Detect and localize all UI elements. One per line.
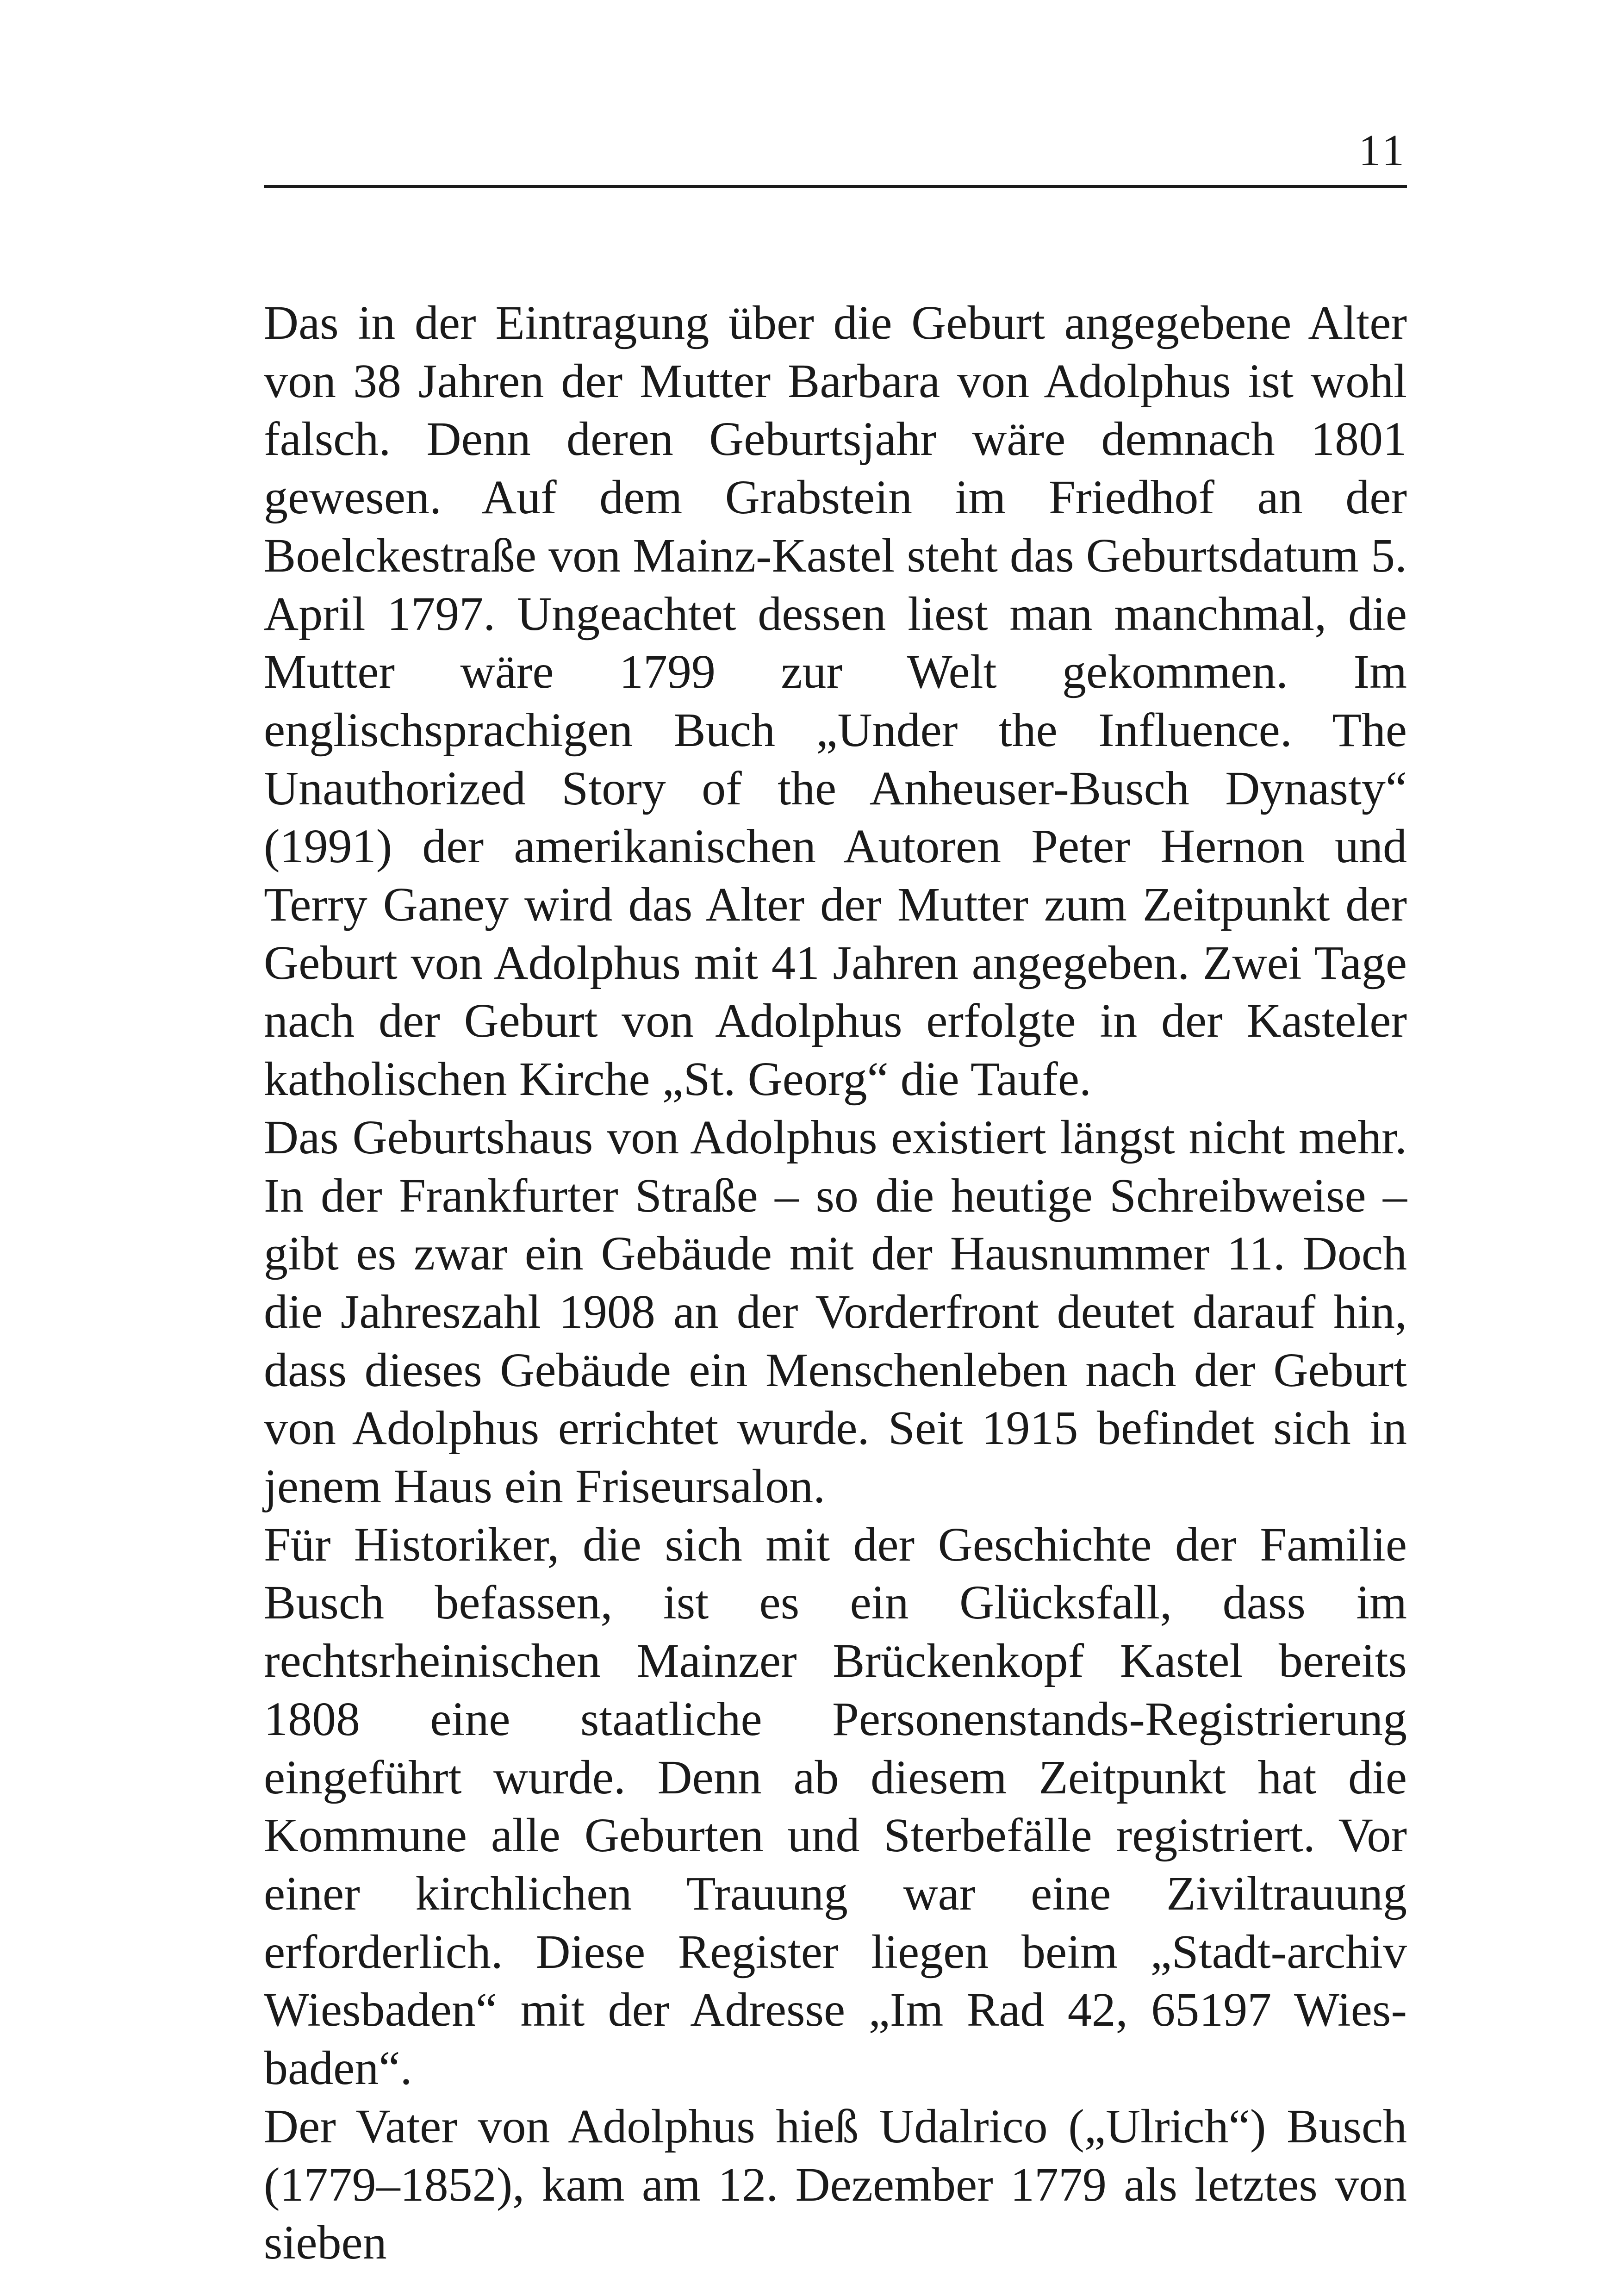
page-header [264,125,1407,188]
page-number: 11 [1358,125,1407,175]
paragraph-civil-registry: Für Historiker, die sich mit der Geschichte der Familie Busch befassen, ist es ein Glücksfall, dass im rechtsrheinischen Mainzer Brückenkopf Kastel bereits 1808 eine staatliche Personenstands-Registrierung eingeführt wurde. Denn ab diesem Zeitpunkt hat die Kommune alle Geburten und Sterbefälle registriert. Vor einer kirchlichen Trauung war eine Ziviltrauung erforderlich. Diese Register liegen beim „Stadt-archiv Wiesbaden“ mit der Adresse „Im Rad 42, 65197 Wiesbaden“. [264,1518,1407,2095]
paragraph-father: Der Vater von Adolphus hieß Udalrico („Ulrich“) Busch (1779–1852), kam am 12. Dezember 1779 als letztes von sieben [264,2099,1407,2270]
paragraph-birth-age: Das in der Eintragung über die Geburt angegebene Alter von 38 Jahren der Mutter Barbara von Adolphus ist wohl falsch. Denn deren Geburtsjahr wäre demnach 1801 gewesen. Auf dem Grabstein im Friedhof an der Boelckestraße von Mainz-Kastel steht das Geburtsdatum 5. April 1797. Ungeachtet dessen liest man manchmal, die Mutter wäre 1799 zur Welt gekommen. Im englischsprachigen Buch „Under the Influence. The Unauthorized Story of the Anheuser-Busch Dynasty“ (1991) der amerikanischen Autoren Peter Hernon und Terry Ganey wird das Alter der Mutter zum Zeitpunkt der Geburt von Adolphus mit 41 Jahren angegeben. Zwei Tage nach der Geburt von Adolphus erfolgte in der Kasteler katholischen Kirche „St. Georg“ die Taufe. [264,296,1407,1106]
paragraph-birth-house: Das Geburtshaus von Adolphus existiert längst nicht mehr. In der Frankfurter Straße – so die heutige Schreibweise – gibt es zwar ein Gebäude mit der Hausnummer 11. Doch die Jahreszahl 1908 an der Vorderfront deutet darauf hin, dass dieses Gebäude ein Menschenleben nach der Geburt von Adolphus errichtet wurde. Seit 1915 befindet sich in jenem Haus ein Friseursalon. [264,1110,1407,1513]
body-text [264,294,1407,2272]
